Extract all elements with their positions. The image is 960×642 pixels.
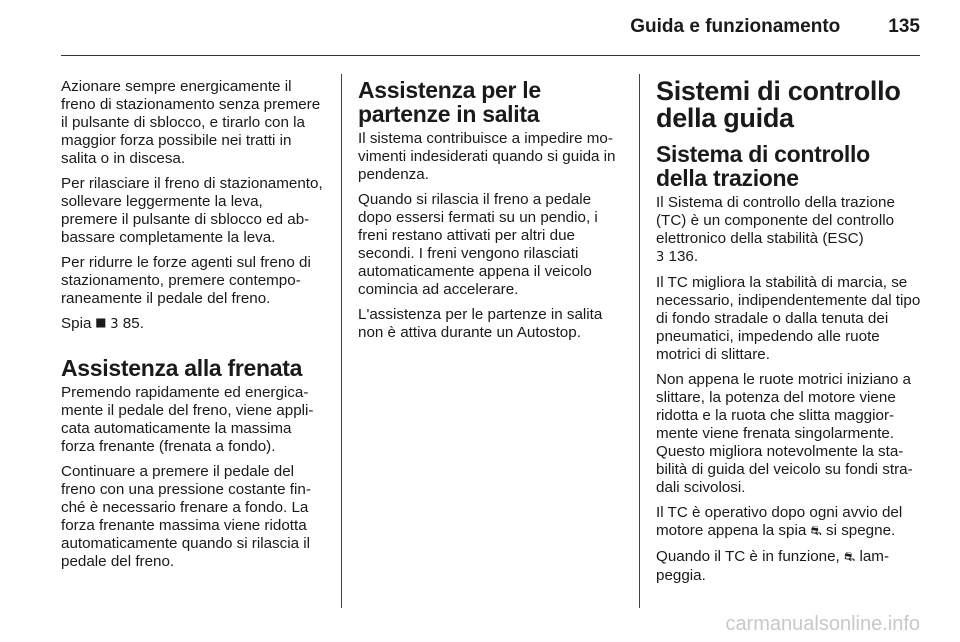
paragraph: Per rilasciare il freno di stazionamento, sollevare leggermente la leva, premere il pulsante di sblocco ed abbassare completamente la leva. (61, 175, 323, 246)
paragraph-text: si spegne. (826, 522, 896, 539)
paragraph: L'assistenza per le partenze in salita non è attiva durante un Autostop. (358, 306, 603, 341)
section-heading: Assistenza alla frenata (61, 355, 303, 381)
paragraph: Azionare sempre energicamente il freno di stazionamento senza premere il pulsante di sblocco, e tirarlo con la maggior forza possibile nei tratti in salita o in discesa. (61, 78, 321, 167)
section-heading: Assistenza per le partenze in salita (358, 77, 541, 127)
paragraph-text: Il Sistema di controllo della trazione (TC) è un componente del controllo elettronico della stabilità (ESC) (656, 194, 895, 247)
paragraph: Il sistema contribuisce a impedire movimenti indesiderati quando si guida in pendenza. (358, 130, 616, 183)
paragraph: Per ridurre le forze agenti sul freno di stazionamento, premere contemporaneamente il pedale del freno. (61, 254, 311, 307)
paragraph (656, 548, 922, 585)
traction-control-icon: ⛐ (810, 524, 822, 539)
paragraph (656, 504, 922, 541)
page-reference-arrow-icon: 3 (110, 317, 119, 332)
paragraph-text: Il TC è operativo dopo ogni avvio del motore appena la spia (656, 504, 903, 539)
column-divider-2 (639, 74, 640, 608)
spia-label: Spia (61, 315, 92, 332)
column-divider-1 (341, 74, 342, 608)
paragraph: Il TC migliora la stabilità di marcia, se necessario, indipendentemente dal tipo di fondo stradale o dalla tenuta dei pneumatici, impedendo alle ruote motrici di slittare. (656, 274, 921, 363)
paragraph: Quando si rilascia il freno a pedale dopo essersi fermati su un pendio, i freni restano attivati per altri due secondi. I freni vengono rilasciati automaticamente appena il veicolo comincia ad accelerare. (358, 191, 598, 298)
traction-control-icon: ⛐ (844, 550, 856, 565)
page-reference: 136. (668, 248, 699, 265)
page-reference-arrow-icon: 3 (656, 250, 665, 265)
header-title: Guida e funzionamento (630, 16, 841, 37)
header-rule (61, 55, 920, 56)
section-heading: Sistema di controllo della trazione (656, 141, 870, 191)
paragraph (656, 194, 922, 267)
page-number: 135 (888, 16, 920, 37)
parking-brake-warning-icon: ⯀ (95, 317, 107, 332)
spia-line (61, 315, 323, 334)
column-2 (358, 78, 620, 349)
chapter-heading: Sistemi di controllo della guida (656, 76, 901, 133)
paragraph: Premendo rapidamente ed energicamente il pedale del freno, viene applicata automaticamente la massima forza frenante (frenata a fondo). (61, 384, 314, 455)
column-1 (61, 78, 323, 578)
paragraph-text: Quando il TC è in funzione, (656, 548, 840, 565)
watermark: carmanualsonline.info (725, 613, 920, 635)
page-header (630, 16, 920, 38)
paragraph: Continuare a premere il pedale del freno con una pressione costante finché è necessario frenare a fondo. La forza frenante massima viene ridotta automaticamente quando si rilascia il pedale del freno. (61, 463, 311, 570)
paragraph: Non appena le ruote motrici iniziano a slittare, la potenza del motore viene ridotta e la ruota che slitta maggiormente viene frenata singolarmente. Questo migliora notevolmente la stabilità di guida del veicolo su fondi stradali scivolosi. (656, 371, 913, 496)
paragraph-text: lampeggia. (656, 548, 890, 584)
page-reference: 85. (122, 315, 144, 332)
column-3 (656, 78, 922, 592)
